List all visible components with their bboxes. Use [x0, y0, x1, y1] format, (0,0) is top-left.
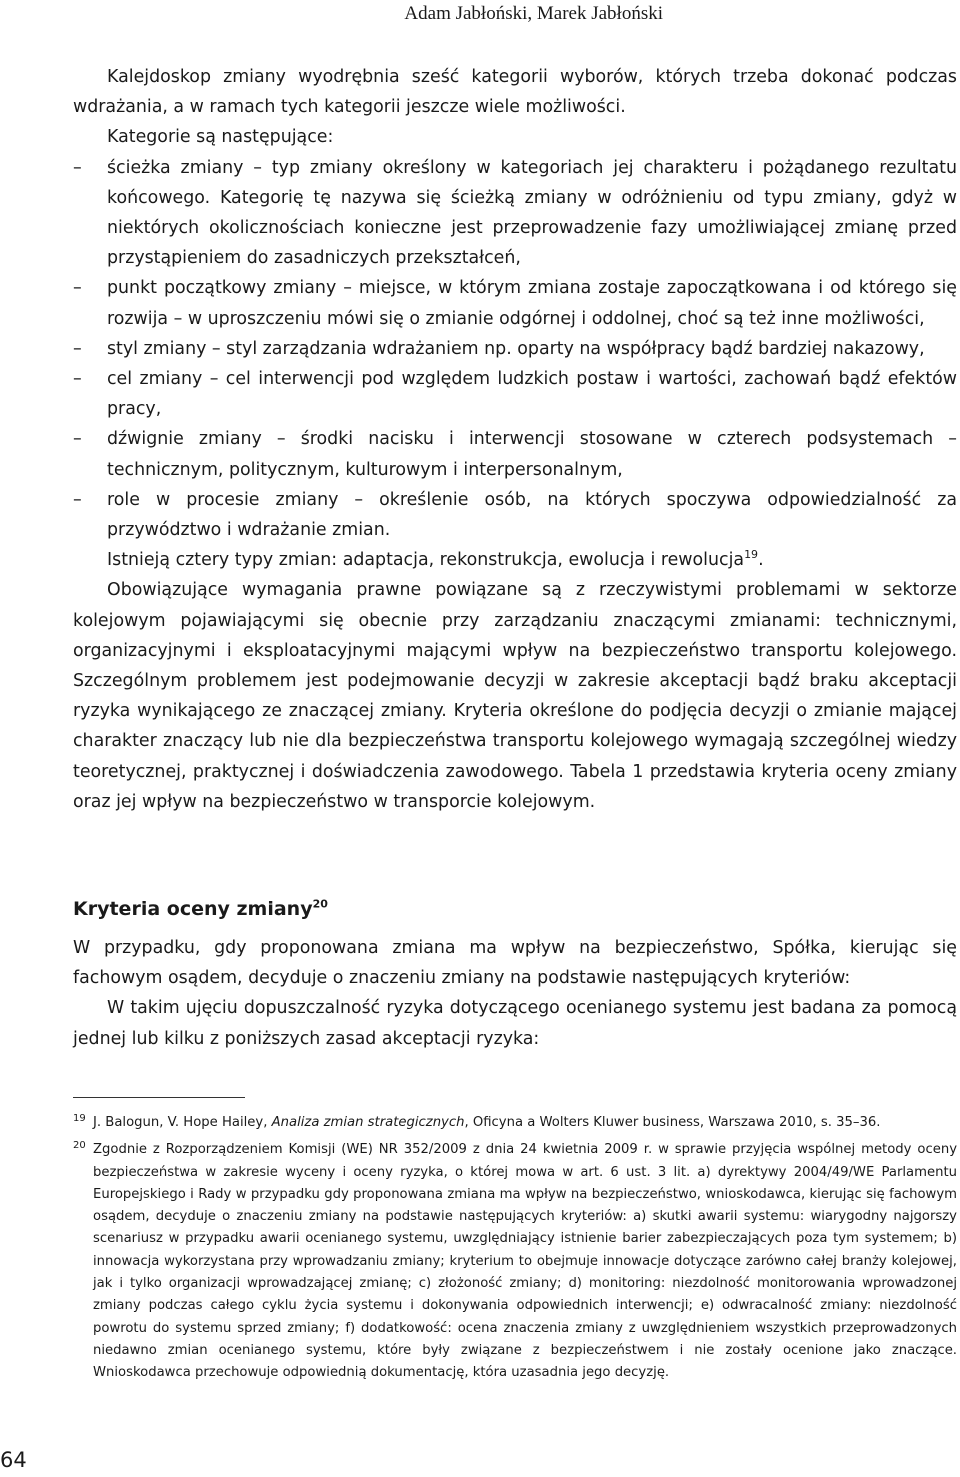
list-item-text: punkt początkowy zmiany – miejsce, w którym zmiana zostaje zapoczątkowana i od którego się rozwija – w uproszczeniu mówi się o zmianie odgórnej i oddolnej, choć są też inne możliwości, — [107, 278, 957, 329]
list-item — [73, 364, 957, 424]
list-dash: – — [73, 157, 82, 178]
list-item-text: styl zmiany – styl zarządzania wdrażaniem np. oparty na współpracy bądź bardziej nakazowy, — [107, 338, 925, 359]
main-paragraph: Obowiązujące wymagania prawne powiązane są z rzeczywistymi problemami w sektorze kolejowym pojawiającymi się obecnie przy zarządzaniu znaczącymi zmianami: technicznymi, organizacyjnymi i eksploatacyjnymi mającymi wpływ na bezpieczeństwo transportu kolejowego. Szczególnym problemem jest podejmowanie decyzji w zakresie akceptacji bądź braku akceptacji ryzyka wynikającego ze znaczącej zmiany. Kryteria określone do podjęcia decyzji o zmianie mającej charakter znaczący lub nie dla bezpieczeństwa transportu kolejowego wymagają szczególnej wiedzy teoretycznej, praktycznej i doświadczenia zawodowego. Tabela 1 przedstawia kryteria oceny zmiany oraz jej wpływ na bezpieczeństwo w transporcie kolejowym. — [73, 580, 957, 812]
footnote-text-before: J. Balogun, V. Hope Hailey, — [93, 1115, 272, 1130]
footnote-19 — [73, 1112, 957, 1134]
footnote-text: Zgodnie z Rozporządzeniem Komisji (WE) NR 352/2009 z dnia 24 kwietnia 2009 r. w sprawie przyjęcia wspólnej metody oceny bezpieczeństwa w zakresie wyceny i oceny ryzyka, o której mowa w art. 6 ust. 3 lit. a) dyrektywy 2004/49/WE Parlamentu Europejskiego i Rady w przypadku gdy proponowana zmiana ma wpływ na bezpieczeństwo, wnioskodawca, kierując się fachowym osądem, decyduje o znaczeniu zmiany na podstawie następujących kryteriów: a) skutki awarii systemu: wiarygodny najgorszy scenariusz w przypadku awarii ocenianego systemu, uwzględniający istnienie barier zabezpieczających poza tym systemem; b) innowacja wykorzystana przy wprowadzaniu zmiany; kryterium to obejmuje innowacje dotyczące zarówno całej branży kolejowej, jak i tylko organizacji wprowadzającej zmianę; c) złożoność zmiany; d) monitoring: niezdolność monitorowania wprowadzonej zmiany podczas całego cyklu życia systemu i dokonywania odpowiednich interwencji; e) odwracalność zmiany: niezdolność powrotu do systemu sprzed zmiany; f) dodatkowość: ocena znaczenia zmiany z uwzględnieniem wszystkich przeprowadzonych niedawno zmian ocenianego systemu, które były związane z bezpieczeństwem i nie zostały ocenione jako znaczące. Wnioskodawca przechowuje odpowiednią dokumentację, która uzasadnia jego decyzję. — [93, 1142, 957, 1381]
list-item — [73, 153, 957, 274]
types-text: Istnieją cztery typy zmian: adaptacja, rekonstrukcja, ewolucja i rewolucja — [107, 550, 745, 571]
section-body — [73, 933, 957, 1054]
list-item-text: ścieżka zmiany – typ zmiany określony w kategoriach jej charakteru i pożądanego rezultatu końcowego. Kategorię tę nazywa się ścieżką zmiany w odróżnieniu od typu zmiany, gdyż w niektórych okolicznościach konieczne jest przeprowadzenie fazy umożliwiającej zmianę przed przystąpieniem do zasadniczych przekształceń, — [107, 157, 957, 269]
footnote-number: 19 — [73, 1113, 86, 1124]
body-text — [73, 62, 957, 817]
list-item-text: role w procesie zmiany – określenie osób, na których spoczywa odpowiedzialność za przywództwo i wdrażanie zmian. — [107, 489, 957, 541]
list-dash: – — [73, 278, 82, 299]
list-item-text: cel zmiany – cel interwencji pod względem ludzkich postaw i wartości, zachowań bądź efektów pracy, — [107, 369, 957, 420]
list-dash: – — [73, 338, 82, 359]
footnote-ref-19[interactable]: 19 — [744, 548, 759, 562]
intro-paragraph: Kalejdoskop zmiany wyodrębnia sześć kategorii wyborów, których trzeba dokonać podczas wdrażania, a w ramach tych kategorii jeszcze wiele możliwości. — [73, 67, 957, 118]
list-dash: – — [73, 369, 82, 390]
list-dash: – — [73, 489, 82, 510]
footnote-20 — [73, 1139, 957, 1384]
footnotes — [73, 1112, 957, 1390]
list-item — [73, 273, 957, 333]
running-head: Adam Jabłoński, Marek Jabłoński — [404, 3, 663, 24]
list-item — [73, 334, 957, 364]
section-heading-text: Kryteria oceny zmiany — [73, 898, 313, 920]
list-item-text: dźwignie zmiany – środki nacisku i interwencji stosowane w czterech podsystemach – technicznym, politycznym, kulturowym i interpersonalnym, — [107, 429, 957, 480]
footnote-number: 20 — [73, 1140, 86, 1152]
list-item — [73, 485, 957, 545]
categories-intro: Kategorie są następujące: — [107, 127, 334, 148]
section-paragraph-2: W takim ujęciu dopuszczalność ryzyka dotyczącego ocenianego systemu jest badana za pomocą jednej lub kilku z poniższych zasad akceptacji ryzyka: — [73, 998, 957, 1049]
types-paragraph — [73, 545, 957, 575]
list-dash: – — [73, 429, 82, 450]
footnote-divider — [73, 1097, 245, 1098]
section-paragraph-1: W przypadku, gdy proponowana zmiana ma wpływ na bezpieczeństwo, Spółka, kierując się fachowym osądem, decyduje o znaczeniu zmiany na podstawie następujących kryteriów: — [73, 938, 957, 989]
footnote-book-title: Analiza zmian strategicznych — [271, 1115, 465, 1130]
footnote-text-after: , Oficyna a Wolters Kluwer business, Warszawa 2010, s. 35–36. — [464, 1115, 881, 1130]
footnote-ref-20[interactable]: 20 — [312, 897, 328, 911]
types-end: . — [758, 550, 764, 571]
section-heading — [73, 898, 328, 920]
list-item — [73, 424, 957, 484]
page-number: 64 — [0, 1448, 27, 1472]
